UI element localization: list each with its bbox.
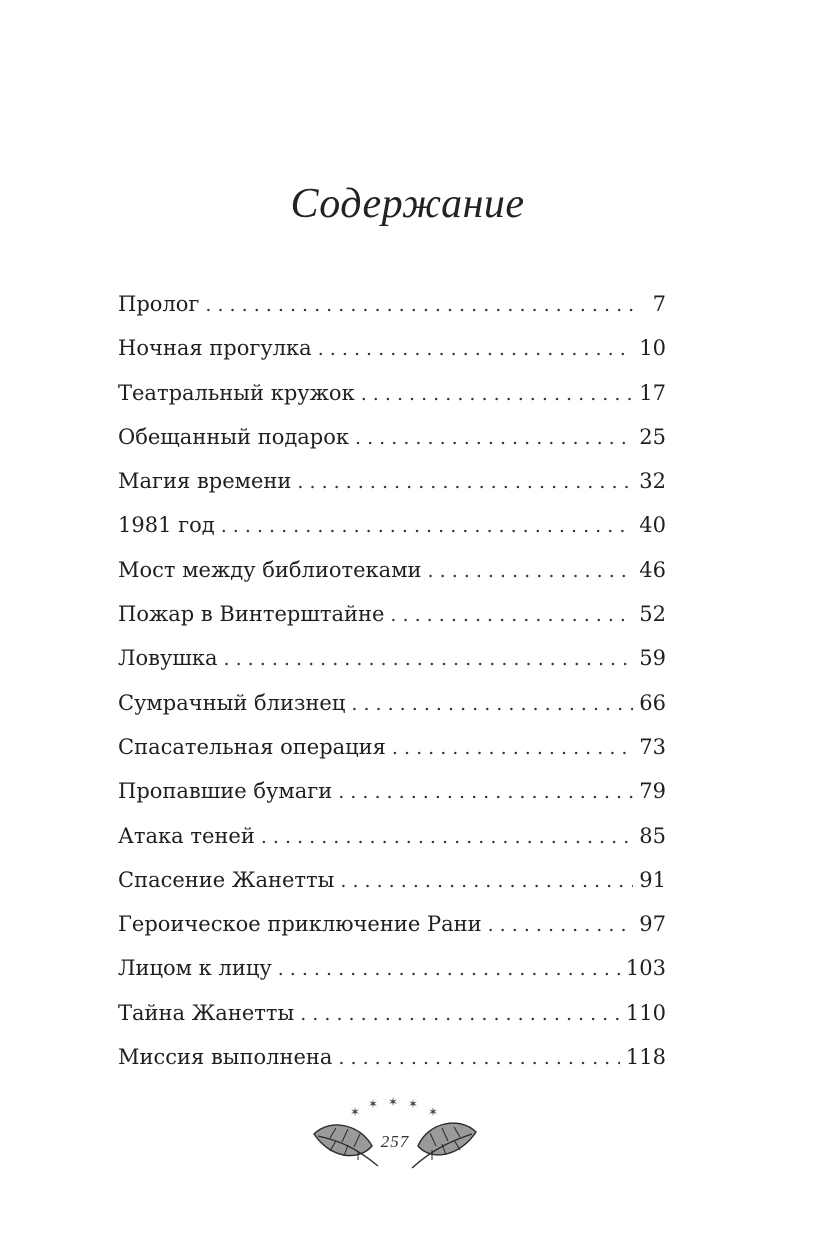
toc-entry-page: 7 bbox=[652, 292, 666, 316]
page-number: 257 bbox=[380, 1132, 410, 1151]
page-title: Содержание bbox=[290, 181, 525, 227]
toc-entry-title: Лицом к лицу bbox=[118, 956, 272, 981]
toc-entry-page: 110 bbox=[625, 1000, 666, 1025]
svg-text:✶: ✶ bbox=[350, 1105, 361, 1119]
svg-text:✶: ✶ bbox=[428, 1105, 439, 1119]
toc-entry[interactable] bbox=[118, 282, 666, 326]
toc-entry-page: 85 bbox=[639, 823, 666, 848]
toc-entry[interactable] bbox=[118, 991, 666, 1035]
toc-entry[interactable] bbox=[118, 858, 666, 902]
toc-entry-page: 79 bbox=[639, 779, 666, 804]
toc-entry-title: Спасательная операция bbox=[118, 734, 386, 759]
table-of-contents bbox=[118, 282, 666, 1079]
toc-leader-dots bbox=[297, 460, 633, 503]
toc-entry[interactable] bbox=[118, 371, 666, 415]
toc-entry-page: 52 bbox=[639, 602, 666, 627]
toc-entry[interactable] bbox=[118, 326, 666, 370]
toc-entry-title: Пролог bbox=[118, 292, 200, 316]
toc-entry-page: 103 bbox=[625, 956, 666, 981]
toc-entry-page: 91 bbox=[639, 867, 666, 892]
toc-entry-title: Сумрачный близнец bbox=[118, 690, 346, 715]
toc-entry-page: 46 bbox=[639, 557, 666, 582]
toc-entry-page: 10 bbox=[639, 336, 666, 361]
toc-entry[interactable] bbox=[118, 725, 666, 769]
toc-leader-dots bbox=[338, 1036, 620, 1079]
toc-entry[interactable] bbox=[118, 592, 666, 636]
toc-entry-page: 32 bbox=[639, 469, 666, 494]
svg-text:✶: ✶ bbox=[368, 1097, 379, 1111]
toc-entry-page: 17 bbox=[639, 380, 666, 405]
toc-leader-dots bbox=[224, 637, 634, 680]
toc-entry-title: Ночная прогулка bbox=[118, 336, 312, 361]
toc-entry-title: Героическое приключение Рани bbox=[118, 912, 482, 937]
toc-leader-dots bbox=[205, 283, 638, 326]
toc-leader-dots bbox=[361, 372, 634, 415]
page-folio bbox=[300, 1096, 490, 1176]
toc-entry-title: Атака теней bbox=[118, 823, 255, 848]
toc-leader-dots bbox=[300, 992, 620, 1035]
toc-entry-title: Миссия выполнена bbox=[118, 1045, 333, 1070]
toc-entry-title: Ловушка bbox=[118, 646, 218, 671]
toc-entry[interactable] bbox=[118, 946, 666, 990]
toc-entry-page: 118 bbox=[625, 1045, 666, 1070]
toc-entry[interactable] bbox=[118, 636, 666, 680]
toc-leader-dots bbox=[278, 947, 620, 990]
toc-leader-dots bbox=[261, 815, 633, 858]
toc-entry[interactable] bbox=[118, 814, 666, 858]
toc-entry-page: 25 bbox=[639, 424, 666, 449]
toc-entry-title: Мост между библиотеками bbox=[118, 557, 422, 582]
toc-entry-page: 97 bbox=[639, 912, 666, 937]
toc-entry[interactable] bbox=[118, 503, 666, 547]
toc-leader-dots bbox=[351, 682, 633, 725]
toc-entry-title: Магия времени bbox=[118, 469, 292, 494]
toc-leader-dots bbox=[390, 593, 633, 636]
stars-icon bbox=[350, 1096, 438, 1119]
toc-entry-title: Пожар в Винтерштайне bbox=[118, 602, 385, 627]
svg-text:✶: ✶ bbox=[388, 1096, 399, 1109]
svg-text:✶: ✶ bbox=[408, 1097, 419, 1111]
toc-leader-dots bbox=[488, 903, 634, 946]
toc-entry[interactable] bbox=[118, 681, 666, 725]
toc-entry[interactable] bbox=[118, 548, 666, 592]
toc-leader-dots bbox=[392, 726, 633, 769]
toc-leader-dots bbox=[355, 416, 633, 459]
toc-leader-dots bbox=[318, 327, 634, 370]
toc-entry-title: Тайна Жанетты bbox=[118, 1000, 295, 1025]
toc-entry-title: Обещанный подарок bbox=[118, 424, 350, 449]
toc-entry[interactable] bbox=[118, 415, 666, 459]
toc-entry-title: 1981 год bbox=[118, 513, 215, 538]
toc-entry-title: Пропавшие бумаги bbox=[118, 779, 333, 804]
toc-entry[interactable] bbox=[118, 902, 666, 946]
toc-leader-dots bbox=[221, 504, 634, 547]
toc-entry[interactable] bbox=[118, 769, 666, 813]
toc-entry-title: Театральный кружок bbox=[118, 380, 355, 405]
toc-entry-page: 73 bbox=[639, 734, 666, 759]
toc-entry-page: 66 bbox=[639, 690, 666, 715]
toc-entry[interactable] bbox=[118, 459, 666, 503]
toc-entry[interactable] bbox=[118, 1035, 666, 1079]
toc-entry-page: 40 bbox=[639, 513, 666, 538]
toc-entry-title: Спасение Жанетты bbox=[118, 867, 335, 892]
toc-leader-dots bbox=[340, 859, 633, 902]
toc-leader-dots bbox=[428, 549, 634, 592]
toc-entry-page: 59 bbox=[639, 646, 666, 671]
toc-leader-dots bbox=[338, 770, 633, 813]
